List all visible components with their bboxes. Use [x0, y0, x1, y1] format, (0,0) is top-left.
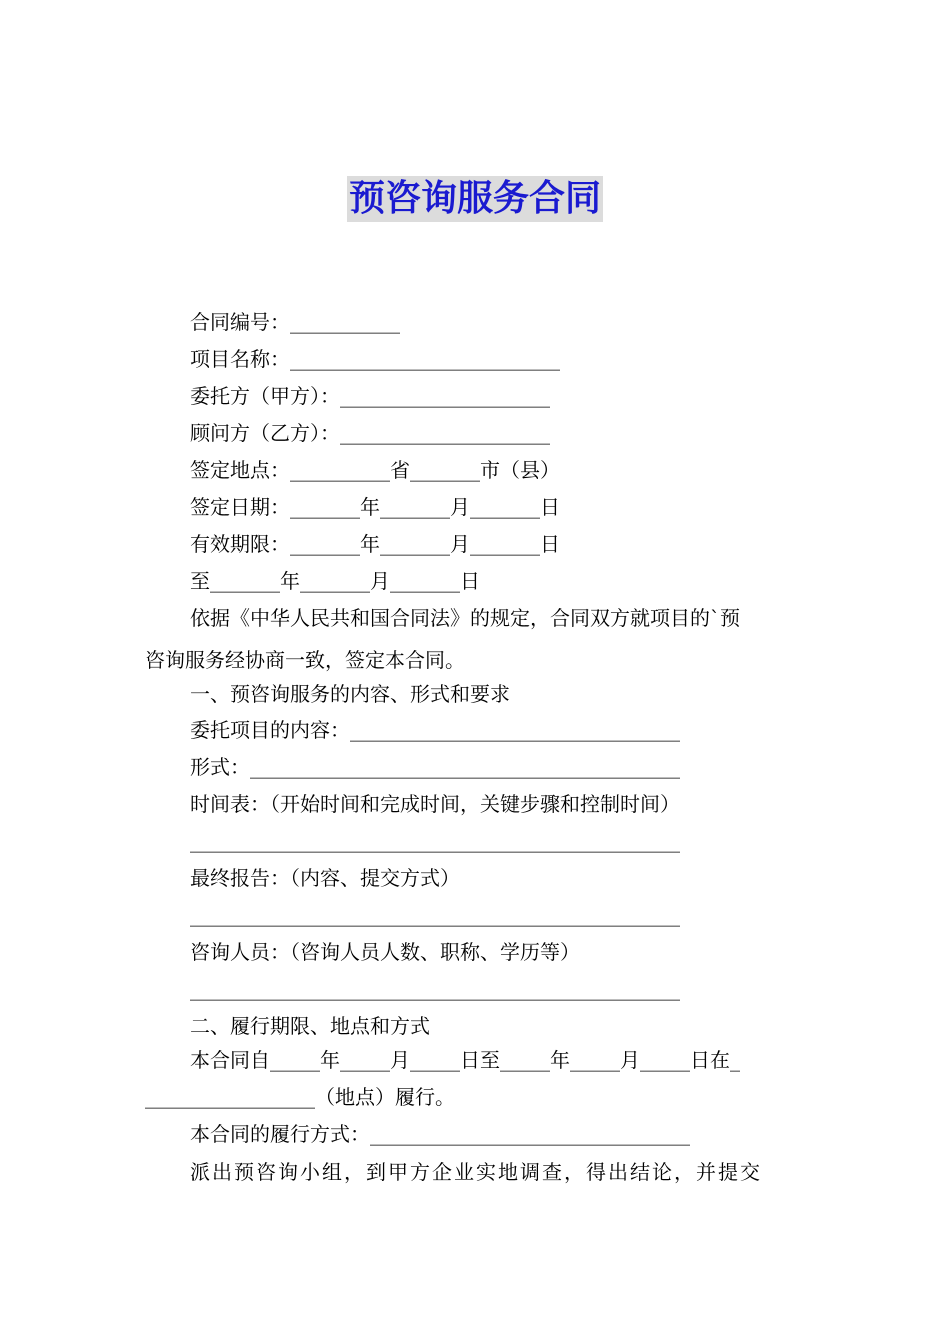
- basis-paragraph-line-2: 咨询服务经协商一致，签定本合同。: [145, 648, 465, 672]
- final-report-blank-line: _________________________________________________: [190, 903, 680, 927]
- performance-period-line-2: _________________（地点）履行。: [145, 1085, 455, 1109]
- validity-end-line: 至_______年_______月_______日: [190, 569, 480, 593]
- schedule-line: 时间表：（开始时间和完成时间，关键步骤和控制时间）: [190, 792, 680, 816]
- document-title-wrap: [0, 176, 950, 222]
- form-line: 形式：___________________________________________: [190, 755, 680, 779]
- signing-date-line: 签定日期：_______年_______月_______日: [190, 495, 560, 519]
- consultants-blank-line: _________________________________________________: [190, 977, 680, 1001]
- schedule-blank-line: _________________________________________________: [190, 829, 680, 853]
- performance-method-line: 本合同的履行方式：________________________________: [190, 1122, 690, 1146]
- client-party-line: 委托方（甲方）：_____________________: [190, 384, 550, 408]
- consultants-line: 咨询人员：（咨询人员人数、职称、学历等）: [190, 940, 580, 964]
- signing-place-line: 签定地点：__________省_______市（县）: [190, 458, 560, 482]
- validity-start-line: 有效期限：_______年_______月_______日: [190, 532, 560, 556]
- dispatch-paragraph-line: 派出预咨询小组，到甲方企业实地调查，得出结论，并提交: [190, 1160, 762, 1184]
- contract-number-line: 合同编号：___________: [190, 310, 400, 334]
- document-title: 预咨询服务合同: [347, 176, 603, 222]
- project-name-line: 项目名称：___________________________: [190, 347, 560, 371]
- section-1-heading: 一、预咨询服务的内容、形式和要求: [190, 682, 510, 706]
- performance-period-line-1: 本合同自_____年_____月_____日至_____年_____月_____日在_: [190, 1048, 740, 1072]
- final-report-line: 最终报告：（内容、提交方式）: [190, 866, 460, 890]
- basis-paragraph-line-1: 依据《中华人民共和国合同法》的规定，合同双方就项目的`预: [190, 606, 740, 630]
- commission-content-line: 委托项目的内容：_________________________________: [190, 718, 680, 742]
- section-2-heading: 二、履行期限、地点和方式: [190, 1014, 430, 1038]
- consultant-party-line: 顾问方（乙方）：_____________________: [190, 421, 550, 445]
